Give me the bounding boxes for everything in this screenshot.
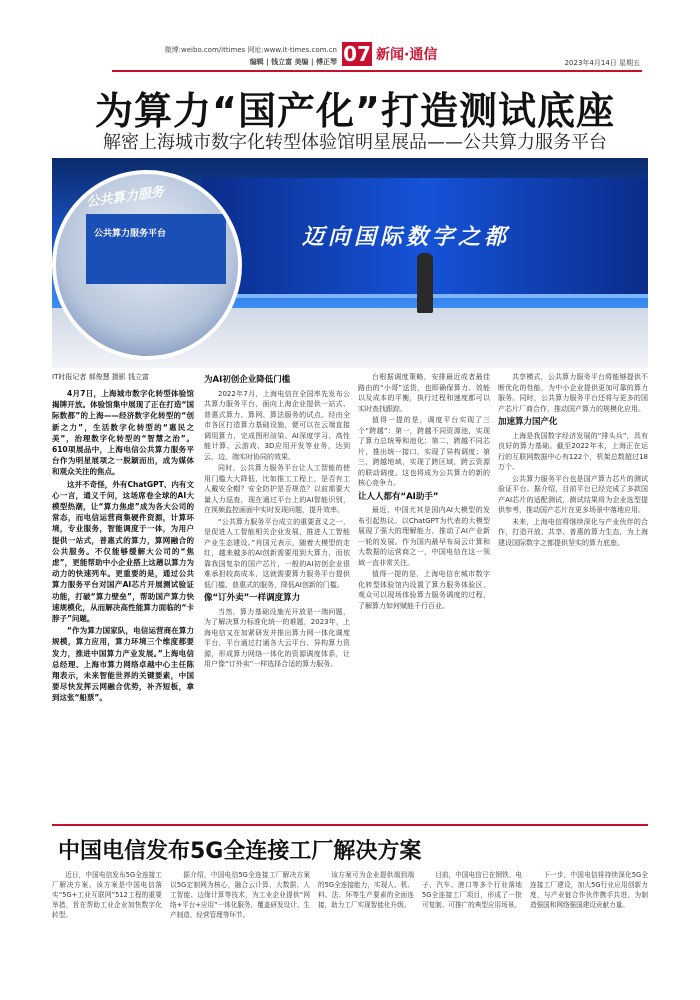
- body-paragraph: 目前，中国电信已在钢铁、电子、汽车、港口等多个行业落地5G全连接工厂项目，形成了一批可复制、可推广的典型应用场景。: [422, 871, 522, 909]
- byline: IT时报记者 郝俊慧 摄影 钱立富: [52, 373, 150, 381]
- lead-column: [52, 388, 194, 705]
- body-paragraph: 上海是我国数字经济发展的“排头兵”，具有良好的算力基础。截至2022年末，上海正在运行的互联网数据中心有122个，机架总数超过18万个。: [498, 431, 648, 471]
- body-paragraph: 当然，算力基础设施光开放是一端问题，为了解决算力标准化统一的难题，2023年，上海电信又在加紧研发并推出算力网一体化调度平台，平台通过打通各大云平台、异构算力资源，形成算力网络一体化的资源调度体系，让用户像“订外卖”一样选择合适的算力服务。: [204, 607, 350, 668]
- second-column-5: [530, 870, 648, 910]
- second-headline: 中国电信发布5G全连接工厂解决方案: [58, 839, 422, 864]
- second-column-2: [170, 870, 310, 920]
- second-column-1: [52, 870, 162, 920]
- second-column-4: [422, 870, 522, 910]
- body-paragraph: 未来，上海电信将继续深化与产业伙伴的合作，打造开放、共享、普惠的算力生态，为上海建设国际数字之都提供坚实的算力底座。: [498, 517, 648, 547]
- column-4: [498, 372, 648, 549]
- body-paragraph: 近日，中国电信发布5G全连接工厂解决方案。该方案是中国电信落实“5G+工业互联网”512工程的重要举措，旨在帮助工业企业加快数字化转型。: [52, 871, 162, 919]
- body-paragraph: 据介绍，中国电信5G全连接工厂解决方案以5G定制网为核心，融合云计算、大数据、人工智能、边缘计算等技术，为工业企业提供“网络+平台+应用”一体化服务，覆盖研发设计、生产制造、经营管理等环节。: [170, 871, 310, 919]
- section-heading: 像“订外卖”一样调度算力: [204, 593, 301, 603]
- header-rule: [112, 70, 642, 72]
- page-number: 07: [343, 42, 371, 66]
- screen-slogan: 迈向国际数字之都: [302, 225, 511, 250]
- body-paragraph: 台根据调度策略，安排最近或者最佳路由的“小哥”送货，也即确保算力、效能以及成本的平衡，执行过程和速度都可以实时查找跟踪。: [358, 373, 490, 413]
- inset-photo: [52, 170, 242, 360]
- body-paragraph: 值得一提的是，调度平台实现了三个“跨越”：第一，跨越不同资源池，实现了算力总统筹和池化；第二，跨越不同芯片，推出统一接口，实现了异构调度；第三，跨越地域，实现了跨区域，跨云资源的联动调度。这也将成为公共算力的新的核心竞争力。: [358, 416, 490, 487]
- headline: 为算力“国产化”打造测试底座: [95, 89, 615, 133]
- lead-paragraph: 4月7日，上海城市数字化转型体验馆揭牌开放。体验馆集中展现了正在打造“国际数都”的上海——经济数字化转型的“创新之力”，生活数字化转型的“惠民之美”，治理数字化转型的“智慧之治”。610项展品中，上海电信公共算力服务平台作为明星展项之一脱颖而出，成为媒体和观众关注的焦点。: [52, 389, 194, 477]
- masthead-info: [112, 44, 337, 68]
- inset-label: 公共算力服务平台: [94, 229, 167, 239]
- section-heading: 为AI初创企业降低门槛: [204, 375, 291, 385]
- section-heading: 让人人都有“AI助手”: [358, 491, 439, 502]
- section-heading: 加速算力国产化: [498, 417, 558, 427]
- body-paragraph: “公共算力服务平台成立的重要意义之一，是促进人工智能相关企业发展，推进人工智能产业生态建设。”肖国元表示，随着大模型的走红，越来越多的AI创新需要用到大算力，而依靠我国复杂的国产芯片，一般的AI初创企业很难承担较高成本，这就需要算力服务平台提供低门槛、普惠式的服务，降低AI创新的门槛。: [204, 517, 350, 589]
- subheadline: 解密上海城市数字化转型体验馆明星展品——公共算力服务平台: [103, 132, 607, 153]
- lead-paragraph: 这并不奇怪，外有ChatGPT、内有文心一言，通义千问，这场席卷全球的AI大模型热潮，让“算力焦虑”成为各大公司的常态，而电信运营商集硬件资源，计算环境，专业服务，智能调度于一体，为用户提供一站式，普惠式的算力，算网融合的公共服务。不仅能够缓解大公司的“焦虑”，更能帮助中小企业搭上这趟以算力为动力的快速列车。更重要的是，通过公共算力服务平台对国产AI芯片开展测试验证功能，打破“算力壁垒”，帮助国产算力快速规模化，从而解决高性能算力面临的“卡脖子”问题。: [52, 479, 194, 624]
- article-divider: [52, 824, 648, 826]
- inset-title: 公共算力服务: [85, 184, 165, 211]
- issue-date: 2023年4月14日 星期五: [564, 59, 640, 67]
- body-paragraph: 下一步，中国电信将持续深化5G全连接工厂建设，加大5G行业应用创新力度，与产业链合作伙伴携手共进，为制造强国和网络强国建设贡献力量。: [530, 871, 648, 909]
- weibo-line: 微博:weibo.com/ittimes 网址:www.it-times.com.cn: [164, 46, 337, 54]
- column-3: [358, 372, 490, 612]
- column-2: [204, 372, 350, 671]
- section-name: 新闻·通信: [376, 47, 438, 63]
- body-paragraph: 公共算力服务平台也是国产算力芯片的测试验证平台。据介绍，目前平台已经完成了多款国产AI芯片的适配测试，测试结果将为企业选型提供参考，推动国产芯片在更多场景中落地应用。: [498, 474, 648, 514]
- editor-line: 编辑 | 钱立富 美编 | 傅正琴: [249, 58, 337, 66]
- visitor-figure: [417, 253, 433, 313]
- body-paragraph: 同时，公共算力服务平台让人工智能的使用门槛大大降低，比如推工工程上，是否有工人戴安全帽？安全防护是否规范？以前需要大量人力巡查，现在通过平台上的AI智能识别，在视频监控画面中实时发现问题，提升效率。: [204, 464, 350, 514]
- body-paragraph: 该方案可为企业提供端到端的5G全连接能力，实现人、机、料、法、环等生产要素的全面连接，助力工厂实现智能化升级。: [318, 871, 414, 909]
- inset-display: [86, 214, 226, 284]
- second-column-3: [318, 870, 414, 910]
- body-paragraph: 共享模式，公共算力服务平台将能够提供不断优化的性能，为中小企业提供更加可靠的算力服务。同时，公共算力服务平台还将与更多的国产芯片厂商合作，推动国产算力的规模化应用。: [498, 373, 648, 413]
- lead-paragraph: “作为算力国家队，电信运营商在算力规模，算力应用，算力环境三个维度都要发力，推进中国算力产业发展。”上海电信总经理、上海市算力网络卓越中心主任陈翔表示，未来智能世界的关键要素，中国要尽快发挥云网融合优势，补齐短板，拿到这张“船票”。: [52, 626, 194, 703]
- body-paragraph: 2022年7月，上海电信在全国率先发布公共算力服务平台，面向上海企业提供一站式、普惠式算力、算网、算法服务的试点。经由全市各区打造算力基础设施，便可以在云端直接调用算力，完成图形渲染、AI深度学习、高性能计算、云游戏、3D应用开发等业务，达到云、边、端实时协同的效果。: [204, 389, 350, 461]
- body-paragraph: 最近，中国尤其是国内AI大模型的发布引起热议。以ChatGPT为代表的大模型展现了强大的理解能力，推动了AI产业新一轮的发展。作为国内最早布局云计算和大数据的运营商之一，中国电信在这一领域一直非常关注。: [358, 506, 490, 567]
- body-paragraph: 值得一提的是，上海电信在城市数字化转型体验馆内设置了算力服务体验区，观众可以现场体验算力服务调度的过程，了解算力如何赋能千行百业。: [358, 570, 490, 610]
